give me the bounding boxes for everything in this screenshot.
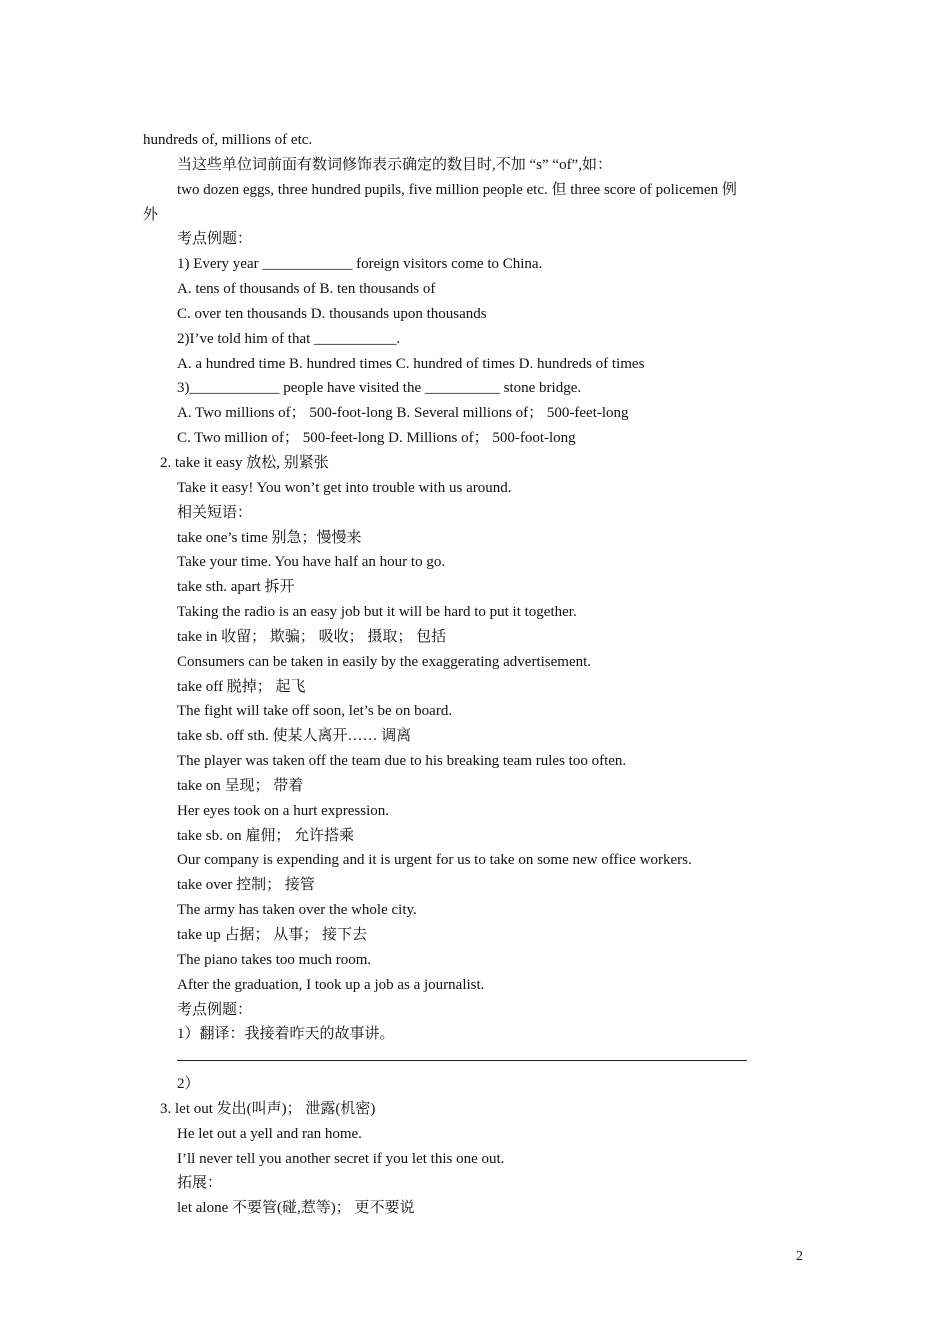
text-line: two dozen eggs, three hundred pupils, five million people etc. 但 three score of policemen 例: [177, 181, 737, 198]
example-sentence: Her eyes took on a hurt expression.: [177, 802, 390, 819]
example-sentence: I’ll never tell you another secret if you let this one out.: [177, 1150, 505, 1167]
translation-question: 1）翻译：我接着昨天的故事讲。: [177, 1026, 395, 1043]
text-line: 考点例题：: [177, 231, 253, 248]
phrase-entry: take sb. off sth. 使某人离开…… 调离: [177, 728, 412, 745]
example-sentence: Our company is expending and it is urgent for us to take on some new office workers.: [177, 852, 692, 869]
text-line: Take it easy! You won’t get into trouble with us around.: [177, 479, 512, 496]
phrase-entry: take over 控制； 接管: [177, 877, 315, 894]
document-body: [143, 128, 811, 1221]
example-sentence: The piano takes too much room.: [177, 951, 372, 968]
text-line: 外: [143, 206, 159, 223]
question-1-options-ab: A. tens of thousands of B. ten thousands of: [177, 281, 436, 298]
phrase-entry: take up 占据； 从事； 接下去: [177, 927, 367, 943]
example-sentence: The player was taken off the team due to his breaking team rules too often.: [177, 753, 627, 770]
answer-rule: [177, 1059, 747, 1061]
question-2-blank: 2）: [177, 1076, 200, 1093]
phrase-entry: take sth. apart 拆开: [177, 579, 295, 596]
text-line: 拓展：: [177, 1175, 223, 1192]
phrase-entry: take one’s time 别急；慢慢来: [177, 529, 362, 546]
example-sentence: Consumers can be taken in easily by the exaggerating advertisement.: [177, 653, 592, 670]
question-2-options: A. a hundred time B. hundred times C. hundred of times D. hundreds of times: [177, 355, 645, 372]
example-sentence: After the graduation, I took up a job as a journalist.: [177, 976, 485, 993]
example-sentence: Take your time. You have half an hour to go.: [177, 554, 446, 571]
text-line: 考点例题：: [177, 1001, 253, 1018]
example-sentence: The army has taken over the whole city.: [177, 902, 417, 919]
question-1-options-cd: C. over ten thousands D. thousands upon thousands: [177, 305, 487, 322]
phrase-entry: take off 脱掉； 起飞: [177, 678, 306, 695]
text-line: hundreds of, millions of etc.: [143, 132, 313, 148]
page-number: 2: [796, 1249, 803, 1264]
question-3-options-ab: A. Two millions of； 500-foot-long B. Several millions of； 500-feet-long: [177, 405, 629, 422]
text-line: 相关短语：: [177, 504, 253, 521]
phrase-entry: take sb. on 雇佣； 允许搭乘: [177, 827, 355, 844]
phrase-entry: take on 呈现； 带着: [177, 777, 304, 794]
example-sentence: Taking the radio is an easy job but it will be hard to put it together.: [177, 604, 577, 621]
example-sentence: The fight will take off soon, let’s be on board.: [177, 703, 453, 720]
phrase-entry: take in 收留； 欺骗； 吸收； 摄取； 包括: [177, 628, 447, 645]
section-heading-2: 2. take it easy 放松, 别紧张: [160, 454, 329, 471]
phrase-entry: let alone 不要管(碰,惹等)； 更不要说: [177, 1200, 415, 1217]
question-1: 1) Every year ____________ foreign visitors come to China.: [177, 256, 543, 273]
answer-line: [143, 1047, 811, 1072]
question-3: 3)____________ people have visited the __________ stone bridge.: [177, 380, 582, 397]
question-2: 2)I’ve told him of that ___________.: [177, 330, 401, 347]
text-line: 当这些单位词前面有数词修饰表示确定的数目时,不加 “s” “of”,如：: [177, 156, 612, 173]
question-3-options-cd: C. Two million of； 500-feet-long D. Millions of； 500-foot-long: [177, 430, 576, 447]
section-heading-3: 3. let out 发出(叫声)； 泄露(机密): [160, 1100, 376, 1117]
example-sentence: He let out a yell and ran home.: [177, 1125, 362, 1142]
